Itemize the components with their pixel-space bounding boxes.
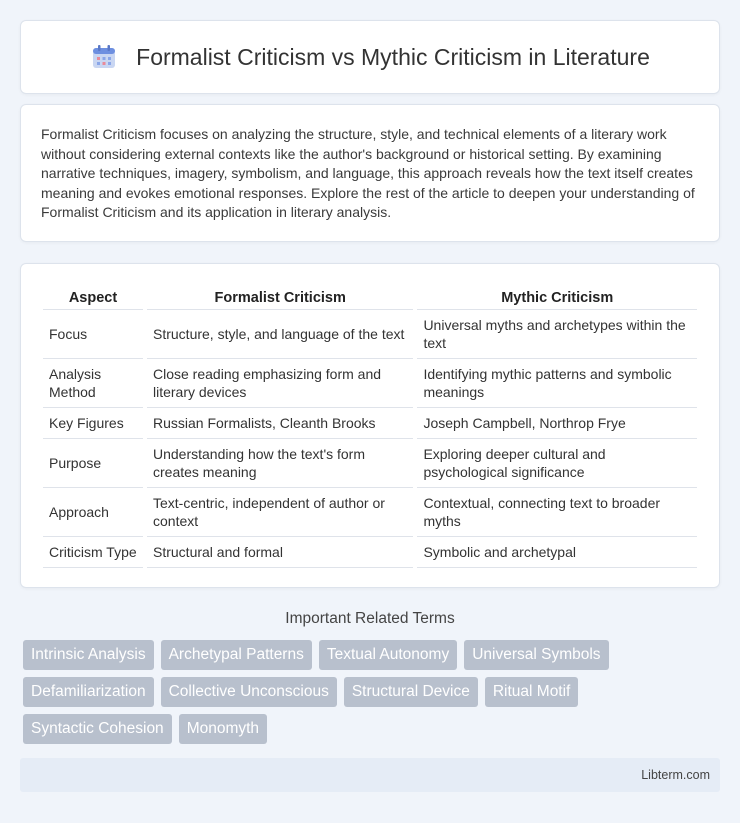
row-mythic: Universal myths and archetypes within the text xyxy=(417,310,697,359)
row-mythic: Exploring deeper cultural and psychological significance xyxy=(417,439,697,488)
row-mythic: Joseph Campbell, Northrop Frye xyxy=(417,408,697,439)
page-title: Formalist Criticism vs Mythic Criticism in Literature xyxy=(136,43,650,70)
tag-universal-symbols[interactable]: Universal Symbols xyxy=(464,640,608,670)
row-aspect: Focus xyxy=(43,310,143,359)
row-aspect: Purpose xyxy=(43,439,143,488)
row-formalist: Russian Formalists, Cleanth Brooks xyxy=(147,408,413,439)
row-mythic: Identifying mythic patterns and symbolic meanings xyxy=(417,359,697,408)
row-formalist: Close reading emphasizing form and literary devices xyxy=(147,359,413,408)
table-row xyxy=(43,439,697,488)
tag-structural-device[interactable]: Structural Device xyxy=(344,677,478,707)
title-card xyxy=(20,20,720,94)
table-row xyxy=(43,488,697,537)
intro-card xyxy=(20,104,720,242)
calendar-icon xyxy=(90,43,118,71)
row-aspect: Criticism Type xyxy=(43,537,143,568)
tag-monomyth[interactable]: Monomyth xyxy=(179,714,267,744)
table-header-row xyxy=(43,284,697,310)
row-formalist: Text-centric, independent of author or context xyxy=(147,488,413,537)
related-terms-list xyxy=(20,640,660,744)
footer-brand-link[interactable]: Libterm.com xyxy=(641,768,710,782)
header-aspect: Aspect xyxy=(43,284,143,310)
comparison-table xyxy=(39,284,701,568)
related-terms-title: Important Related Terms xyxy=(285,610,455,627)
row-mythic: Symbolic and archetypal xyxy=(417,537,697,568)
intro-text: Formalist Criticism focuses on analyzing the structure, style, and technical elements of a literary work without considering external contexts like the author's background or historical setting. By examining narrative techniques, imagery, symbolism, and language, this approach reveals how the text itself creates meaning and evokes emotional responses. Explore the rest of the article to deepen your understanding of Formalist Criticism and its application in literary analysis. xyxy=(41,126,695,221)
row-aspect: Key Figures xyxy=(43,408,143,439)
row-formalist: Understanding how the text's form creates meaning xyxy=(147,439,413,488)
header-formalist: Formalist Criticism xyxy=(147,284,413,310)
tag-syntactic-cohesion[interactable]: Syntactic Cohesion xyxy=(23,714,172,744)
row-aspect: Approach xyxy=(43,488,143,537)
tag-ritual-motif[interactable]: Ritual Motif xyxy=(485,677,579,707)
comparison-table-card xyxy=(20,263,720,588)
table-row xyxy=(43,359,697,408)
tag-defamiliarization[interactable]: Defamiliarization xyxy=(23,677,154,707)
table-row xyxy=(43,310,697,359)
row-mythic: Contextual, connecting text to broader myths xyxy=(417,488,697,537)
tag-collective-unconscious[interactable]: Collective Unconscious xyxy=(161,677,337,707)
footer xyxy=(20,758,720,792)
tag-textual-autonomy[interactable]: Textual Autonomy xyxy=(319,640,457,670)
row-formalist: Structure, style, and language of the text xyxy=(147,310,413,359)
table-row xyxy=(43,408,697,439)
row-formalist: Structural and formal xyxy=(147,537,413,568)
tag-intrinsic-analysis[interactable]: Intrinsic Analysis xyxy=(23,640,154,670)
row-aspect: Analysis Method xyxy=(43,359,143,408)
tag-archetypal-patterns[interactable]: Archetypal Patterns xyxy=(161,640,312,670)
table-row xyxy=(43,537,697,568)
header-mythic: Mythic Criticism xyxy=(417,284,697,310)
